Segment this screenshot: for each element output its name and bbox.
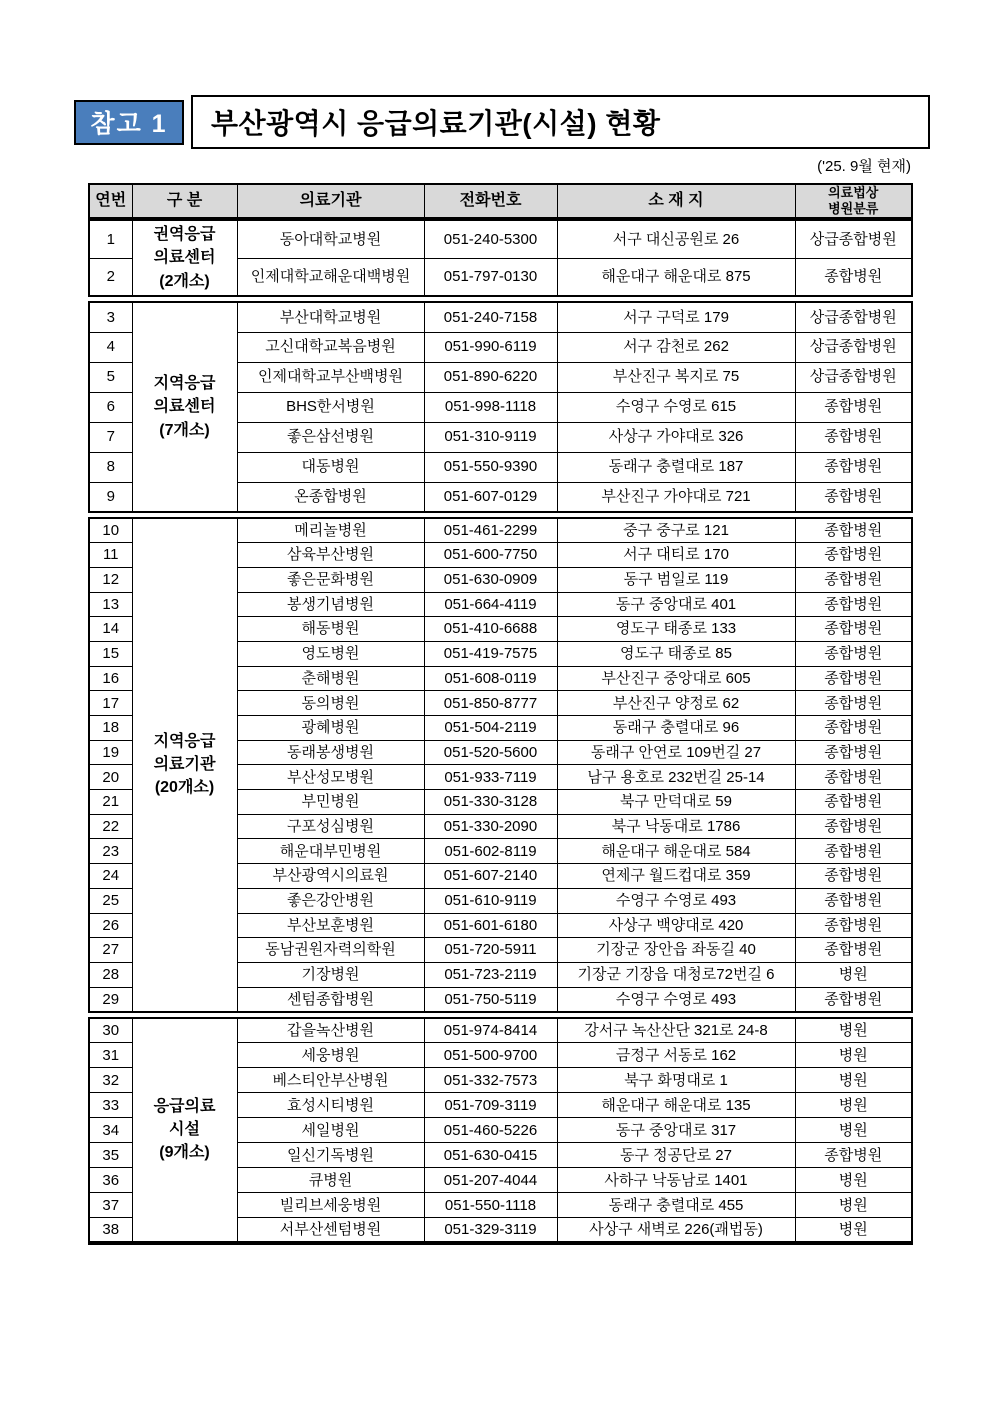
cell-phone-number: 051-330-2090 <box>424 814 557 839</box>
cell-phone-number: 051-461-2299 <box>424 518 557 543</box>
cell-phone-number: 051-460-5226 <box>424 1118 557 1143</box>
group-label-line: 지역응급 <box>153 733 216 751</box>
cell-address: 기장군 기장읍 대청로72번길 6 <box>557 962 795 987</box>
cell-address: 동래구 충렬대로 96 <box>557 716 795 741</box>
cell-row-number: 5 <box>89 362 132 392</box>
cell-classification: 종합병원 <box>795 567 912 592</box>
group-label-line: (9개소) <box>159 1144 210 1162</box>
cell-row-number: 13 <box>89 592 132 617</box>
cell-classification: 종합병원 <box>795 888 912 913</box>
cell-institution-name: 해동병원 <box>237 617 424 642</box>
cell-institution-name: 메리놀병원 <box>237 518 424 543</box>
cell-address: 기장군 장안읍 좌동길 40 <box>557 938 795 963</box>
cell-address: 동래구 충렬대로 455 <box>557 1193 795 1218</box>
cell-address: 동래구 충렬대로 187 <box>557 452 795 482</box>
cell-row-number: 32 <box>89 1068 132 1093</box>
cell-phone-number: 051-630-0415 <box>424 1143 557 1168</box>
cell-phone-number: 051-723-2119 <box>424 962 557 987</box>
cell-institution-name: 센텀종합병원 <box>237 987 424 1012</box>
cell-row-number: 1 <box>89 220 132 258</box>
cell-phone-number: 051-998-1118 <box>424 392 557 422</box>
cell-classification: 병원 <box>795 1018 912 1043</box>
col-header-classification-line2: 병원분류 <box>828 201 879 216</box>
cell-group-label <box>132 518 237 1012</box>
group-table <box>88 517 913 1013</box>
cell-row-number: 28 <box>89 962 132 987</box>
cell-classification: 병원 <box>795 1093 912 1118</box>
cell-phone-number: 051-504-2119 <box>424 716 557 741</box>
header-row <box>89 184 912 218</box>
col-header-institution: 의료기관 <box>237 184 424 218</box>
cell-address: 해운대구 해운대로 135 <box>557 1093 795 1118</box>
cell-row-number: 20 <box>89 765 132 790</box>
cell-classification: 종합병원 <box>795 482 912 512</box>
cell-institution-name: 동아대학교병원 <box>237 220 424 258</box>
cell-row-number: 19 <box>89 740 132 765</box>
cell-institution-name: 일신기독병원 <box>237 1143 424 1168</box>
table-row <box>89 1018 912 1043</box>
cell-address: 서구 대신공원로 26 <box>557 220 795 258</box>
cell-phone-number: 051-974-8414 <box>424 1018 557 1043</box>
cell-address: 서구 감천로 262 <box>557 332 795 362</box>
cell-phone-number: 051-207-4044 <box>424 1168 557 1193</box>
cell-classification: 종합병원 <box>795 938 912 963</box>
cell-phone-number: 051-332-7573 <box>424 1068 557 1093</box>
cell-row-number: 9 <box>89 482 132 512</box>
cell-row-number: 24 <box>89 864 132 889</box>
cell-address: 북구 화명대로 1 <box>557 1068 795 1093</box>
cell-row-number: 8 <box>89 452 132 482</box>
cell-row-number: 25 <box>89 888 132 913</box>
cell-phone-number: 051-600-7750 <box>424 543 557 568</box>
cell-classification: 종합병원 <box>795 1143 912 1168</box>
cell-classification: 종합병원 <box>795 864 912 889</box>
cell-row-number: 29 <box>89 987 132 1012</box>
cell-phone-number: 051-419-7575 <box>424 641 557 666</box>
cell-group-label <box>132 302 237 512</box>
cell-address: 수영구 수영로 493 <box>557 987 795 1012</box>
cell-classification: 상급종합병원 <box>795 302 912 332</box>
date-note: ('25. 9월 현재) <box>817 158 911 175</box>
cell-institution-name: 봉생기념병원 <box>237 592 424 617</box>
cell-classification: 종합병원 <box>795 518 912 543</box>
cell-classification: 종합병원 <box>795 691 912 716</box>
cell-row-number: 2 <box>89 258 132 296</box>
cell-row-number: 31 <box>89 1043 132 1068</box>
col-header-address: 소 재 지 <box>557 184 795 218</box>
cell-address: 영도구 태종로 133 <box>557 617 795 642</box>
title-bar <box>74 95 930 149</box>
cell-address: 동구 정공단로 27 <box>557 1143 795 1168</box>
cell-phone-number: 051-890-6220 <box>424 362 557 392</box>
cell-row-number: 3 <box>89 302 132 332</box>
table-header <box>88 183 913 219</box>
cell-phone-number: 051-933-7119 <box>424 765 557 790</box>
cell-address: 동구 중앙대로 317 <box>557 1118 795 1143</box>
group-table <box>88 301 913 513</box>
group-label-line: 의료기관 <box>153 756 216 774</box>
cell-address: 동래구 안연로 109번길 27 <box>557 740 795 765</box>
cell-phone-number: 051-329-3119 <box>424 1218 557 1243</box>
cell-classification: 병원 <box>795 962 912 987</box>
cell-classification: 병원 <box>795 1168 912 1193</box>
cell-row-number: 11 <box>89 543 132 568</box>
cell-phone-number: 051-990-6119 <box>424 332 557 362</box>
col-header-phone: 전화번호 <box>424 184 557 218</box>
cell-classification: 종합병원 <box>795 641 912 666</box>
cell-classification: 종합병원 <box>795 839 912 864</box>
cell-institution-name: 고신대학교복음병원 <box>237 332 424 362</box>
cell-institution-name: 영도병원 <box>237 641 424 666</box>
table-row <box>89 518 912 543</box>
cell-row-number: 7 <box>89 422 132 452</box>
col-header-classification-line1: 의료법상 <box>828 185 879 201</box>
cell-classification: 병원 <box>795 1218 912 1243</box>
group-label-line: 의료센터 <box>153 398 216 416</box>
cell-address: 동구 범일로 119 <box>557 567 795 592</box>
cell-classification: 종합병원 <box>795 987 912 1012</box>
cell-row-number: 12 <box>89 567 132 592</box>
cell-row-number: 33 <box>89 1093 132 1118</box>
cell-phone-number: 051-601-6180 <box>424 913 557 938</box>
group-label-line: 시설 <box>169 1121 200 1139</box>
cell-row-number: 27 <box>89 938 132 963</box>
cell-phone-number: 051-630-0909 <box>424 567 557 592</box>
cell-institution-name: 좋은문화병원 <box>237 567 424 592</box>
group-label-line: 권역응급 <box>153 226 216 244</box>
cell-classification: 종합병원 <box>795 765 912 790</box>
cell-phone-number: 051-750-5119 <box>424 987 557 1012</box>
cell-institution-name: 기장병원 <box>237 962 424 987</box>
cell-address: 부산진구 중앙대로 605 <box>557 666 795 691</box>
cell-address: 부산진구 복지로 75 <box>557 362 795 392</box>
cell-institution-name: 좋은강안병원 <box>237 888 424 913</box>
col-header-category: 구 분 <box>132 184 237 218</box>
cell-row-number: 6 <box>89 392 132 422</box>
cell-group-label <box>132 1018 237 1243</box>
cell-classification: 종합병원 <box>795 617 912 642</box>
cell-institution-name: 부산대학교병원 <box>237 302 424 332</box>
cell-address: 영도구 태종로 85 <box>557 641 795 666</box>
cell-institution-name: 빌리브세웅병원 <box>237 1193 424 1218</box>
cell-classification: 종합병원 <box>795 790 912 815</box>
cell-classification: 종합병원 <box>795 422 912 452</box>
cell-institution-name: 큐병원 <box>237 1168 424 1193</box>
cell-phone-number: 051-850-8777 <box>424 691 557 716</box>
cell-row-number: 37 <box>89 1193 132 1218</box>
cell-address: 서구 구덕로 179 <box>557 302 795 332</box>
cell-phone-number: 051-550-1118 <box>424 1193 557 1218</box>
cell-phone-number: 051-240-7158 <box>424 302 557 332</box>
cell-row-number: 14 <box>89 617 132 642</box>
cell-institution-name: 대동병원 <box>237 452 424 482</box>
cell-classification: 종합병원 <box>795 452 912 482</box>
cell-phone-number: 051-410-6688 <box>424 617 557 642</box>
cell-phone-number: 051-607-0129 <box>424 482 557 512</box>
cell-phone-number: 051-797-0130 <box>424 258 557 296</box>
cell-address: 수영구 수영로 493 <box>557 888 795 913</box>
institutions-table <box>88 183 915 1245</box>
cell-address: 서구 대티로 170 <box>557 543 795 568</box>
cell-institution-name: 부산보훈병원 <box>237 913 424 938</box>
table-row <box>89 302 912 332</box>
cell-institution-name: 좋은삼선병원 <box>237 422 424 452</box>
page-title: 부산광역시 응급의료기관(시설) 현황 <box>191 95 930 149</box>
cell-phone-number: 051-709-3119 <box>424 1093 557 1118</box>
cell-address: 연제구 월드컵대로 359 <box>557 864 795 889</box>
cell-classification: 종합병원 <box>795 543 912 568</box>
cell-address: 동구 중앙대로 401 <box>557 592 795 617</box>
cell-phone-number: 051-330-3128 <box>424 790 557 815</box>
cell-classification: 종합병원 <box>795 258 912 296</box>
cell-classification: 종합병원 <box>795 814 912 839</box>
table-row <box>89 220 912 258</box>
cell-row-number: 15 <box>89 641 132 666</box>
cell-classification: 상급종합병원 <box>795 362 912 392</box>
cell-address: 중구 중구로 121 <box>557 518 795 543</box>
cell-phone-number: 051-664-4119 <box>424 592 557 617</box>
cell-row-number: 21 <box>89 790 132 815</box>
cell-classification: 종합병원 <box>795 740 912 765</box>
cell-group-label <box>132 220 237 296</box>
cell-phone-number: 051-520-5600 <box>424 740 557 765</box>
group-tables <box>88 219 915 1245</box>
col-header-classification <box>795 184 912 218</box>
group-label-line: (2개소) <box>159 272 210 290</box>
group-label-line: (7개소) <box>159 421 210 439</box>
cell-row-number: 30 <box>89 1018 132 1043</box>
cell-classification: 종합병원 <box>795 592 912 617</box>
reference-badge: 참고 1 <box>74 100 184 145</box>
cell-phone-number: 051-550-9390 <box>424 452 557 482</box>
cell-classification: 종합병원 <box>795 666 912 691</box>
cell-institution-name: 동래봉생병원 <box>237 740 424 765</box>
cell-address: 사상구 가야대로 326 <box>557 422 795 452</box>
cell-row-number: 38 <box>89 1218 132 1243</box>
cell-row-number: 34 <box>89 1118 132 1143</box>
cell-institution-name: BHS한서병원 <box>237 392 424 422</box>
cell-institution-name: 인제대학교부산백병원 <box>237 362 424 392</box>
cell-institution-name: 동남권원자력의학원 <box>237 938 424 963</box>
cell-institution-name: 세웅병원 <box>237 1043 424 1068</box>
cell-classification: 종합병원 <box>795 716 912 741</box>
cell-institution-name: 갑을녹산병원 <box>237 1018 424 1043</box>
cell-institution-name: 베스티안부산병원 <box>237 1068 424 1093</box>
cell-classification: 병원 <box>795 1068 912 1093</box>
cell-phone-number: 051-240-5300 <box>424 220 557 258</box>
cell-institution-name: 인제대학교해운대백병원 <box>237 258 424 296</box>
cell-institution-name: 광혜병원 <box>237 716 424 741</box>
cell-address: 부산진구 양정로 62 <box>557 691 795 716</box>
group-label-line: 응급의료 <box>153 1097 216 1115</box>
cell-row-number: 18 <box>89 716 132 741</box>
cell-classification: 종합병원 <box>795 913 912 938</box>
cell-classification: 종합병원 <box>795 392 912 422</box>
cell-address: 북구 낙동대로 1786 <box>557 814 795 839</box>
cell-row-number: 22 <box>89 814 132 839</box>
cell-classification: 상급종합병원 <box>795 220 912 258</box>
group-label-line: 의료센터 <box>153 249 216 267</box>
cell-address: 남구 용호로 232번길 25-14 <box>557 765 795 790</box>
cell-institution-name: 부산성모병원 <box>237 765 424 790</box>
cell-row-number: 16 <box>89 666 132 691</box>
cell-address: 금정구 서동로 162 <box>557 1043 795 1068</box>
cell-phone-number: 051-607-2140 <box>424 864 557 889</box>
cell-phone-number: 051-608-0119 <box>424 666 557 691</box>
cell-phone-number: 051-500-9700 <box>424 1043 557 1068</box>
cell-classification: 상급종합병원 <box>795 332 912 362</box>
cell-classification: 병원 <box>795 1043 912 1068</box>
cell-classification: 병원 <box>795 1193 912 1218</box>
cell-row-number: 17 <box>89 691 132 716</box>
group-table <box>88 1017 913 1245</box>
cell-row-number: 4 <box>89 332 132 362</box>
cell-institution-name: 춘해병원 <box>237 666 424 691</box>
cell-address: 수영구 수영로 615 <box>557 392 795 422</box>
cell-classification: 병원 <box>795 1118 912 1143</box>
cell-address: 사상구 백양대로 420 <box>557 913 795 938</box>
cell-phone-number: 051-720-5911 <box>424 938 557 963</box>
cell-address: 북구 만덕대로 59 <box>557 790 795 815</box>
cell-address: 사하구 낙동남로 1401 <box>557 1168 795 1193</box>
cell-institution-name: 구포성심병원 <box>237 814 424 839</box>
group-label-line: (20개소) <box>154 779 215 797</box>
group-label-line: 지역응급 <box>153 375 216 393</box>
cell-address: 강서구 녹산산단 321로 24-8 <box>557 1018 795 1043</box>
cell-address: 부산진구 가야대로 721 <box>557 482 795 512</box>
cell-institution-name: 서부산센텀병원 <box>237 1218 424 1243</box>
cell-row-number: 26 <box>89 913 132 938</box>
cell-institution-name: 해운대부민병원 <box>237 839 424 864</box>
cell-row-number: 36 <box>89 1168 132 1193</box>
cell-row-number: 10 <box>89 518 132 543</box>
cell-institution-name: 부민병원 <box>237 790 424 815</box>
group-table <box>88 219 913 297</box>
cell-institution-name: 효성시티병원 <box>237 1093 424 1118</box>
cell-institution-name: 세일병원 <box>237 1118 424 1143</box>
cell-institution-name: 부산광역시의료원 <box>237 864 424 889</box>
cell-address: 해운대구 해운대로 584 <box>557 839 795 864</box>
cell-address: 해운대구 해운대로 875 <box>557 258 795 296</box>
cell-phone-number: 051-310-9119 <box>424 422 557 452</box>
cell-phone-number: 051-610-9119 <box>424 888 557 913</box>
cell-phone-number: 051-602-8119 <box>424 839 557 864</box>
cell-institution-name: 온종합병원 <box>237 482 424 512</box>
cell-row-number: 23 <box>89 839 132 864</box>
cell-row-number: 35 <box>89 1143 132 1168</box>
cell-institution-name: 삼육부산병원 <box>237 543 424 568</box>
cell-address: 사상구 새벽로 226(괘법동) <box>557 1218 795 1243</box>
cell-institution-name: 동의병원 <box>237 691 424 716</box>
col-header-no: 연번 <box>89 184 132 218</box>
